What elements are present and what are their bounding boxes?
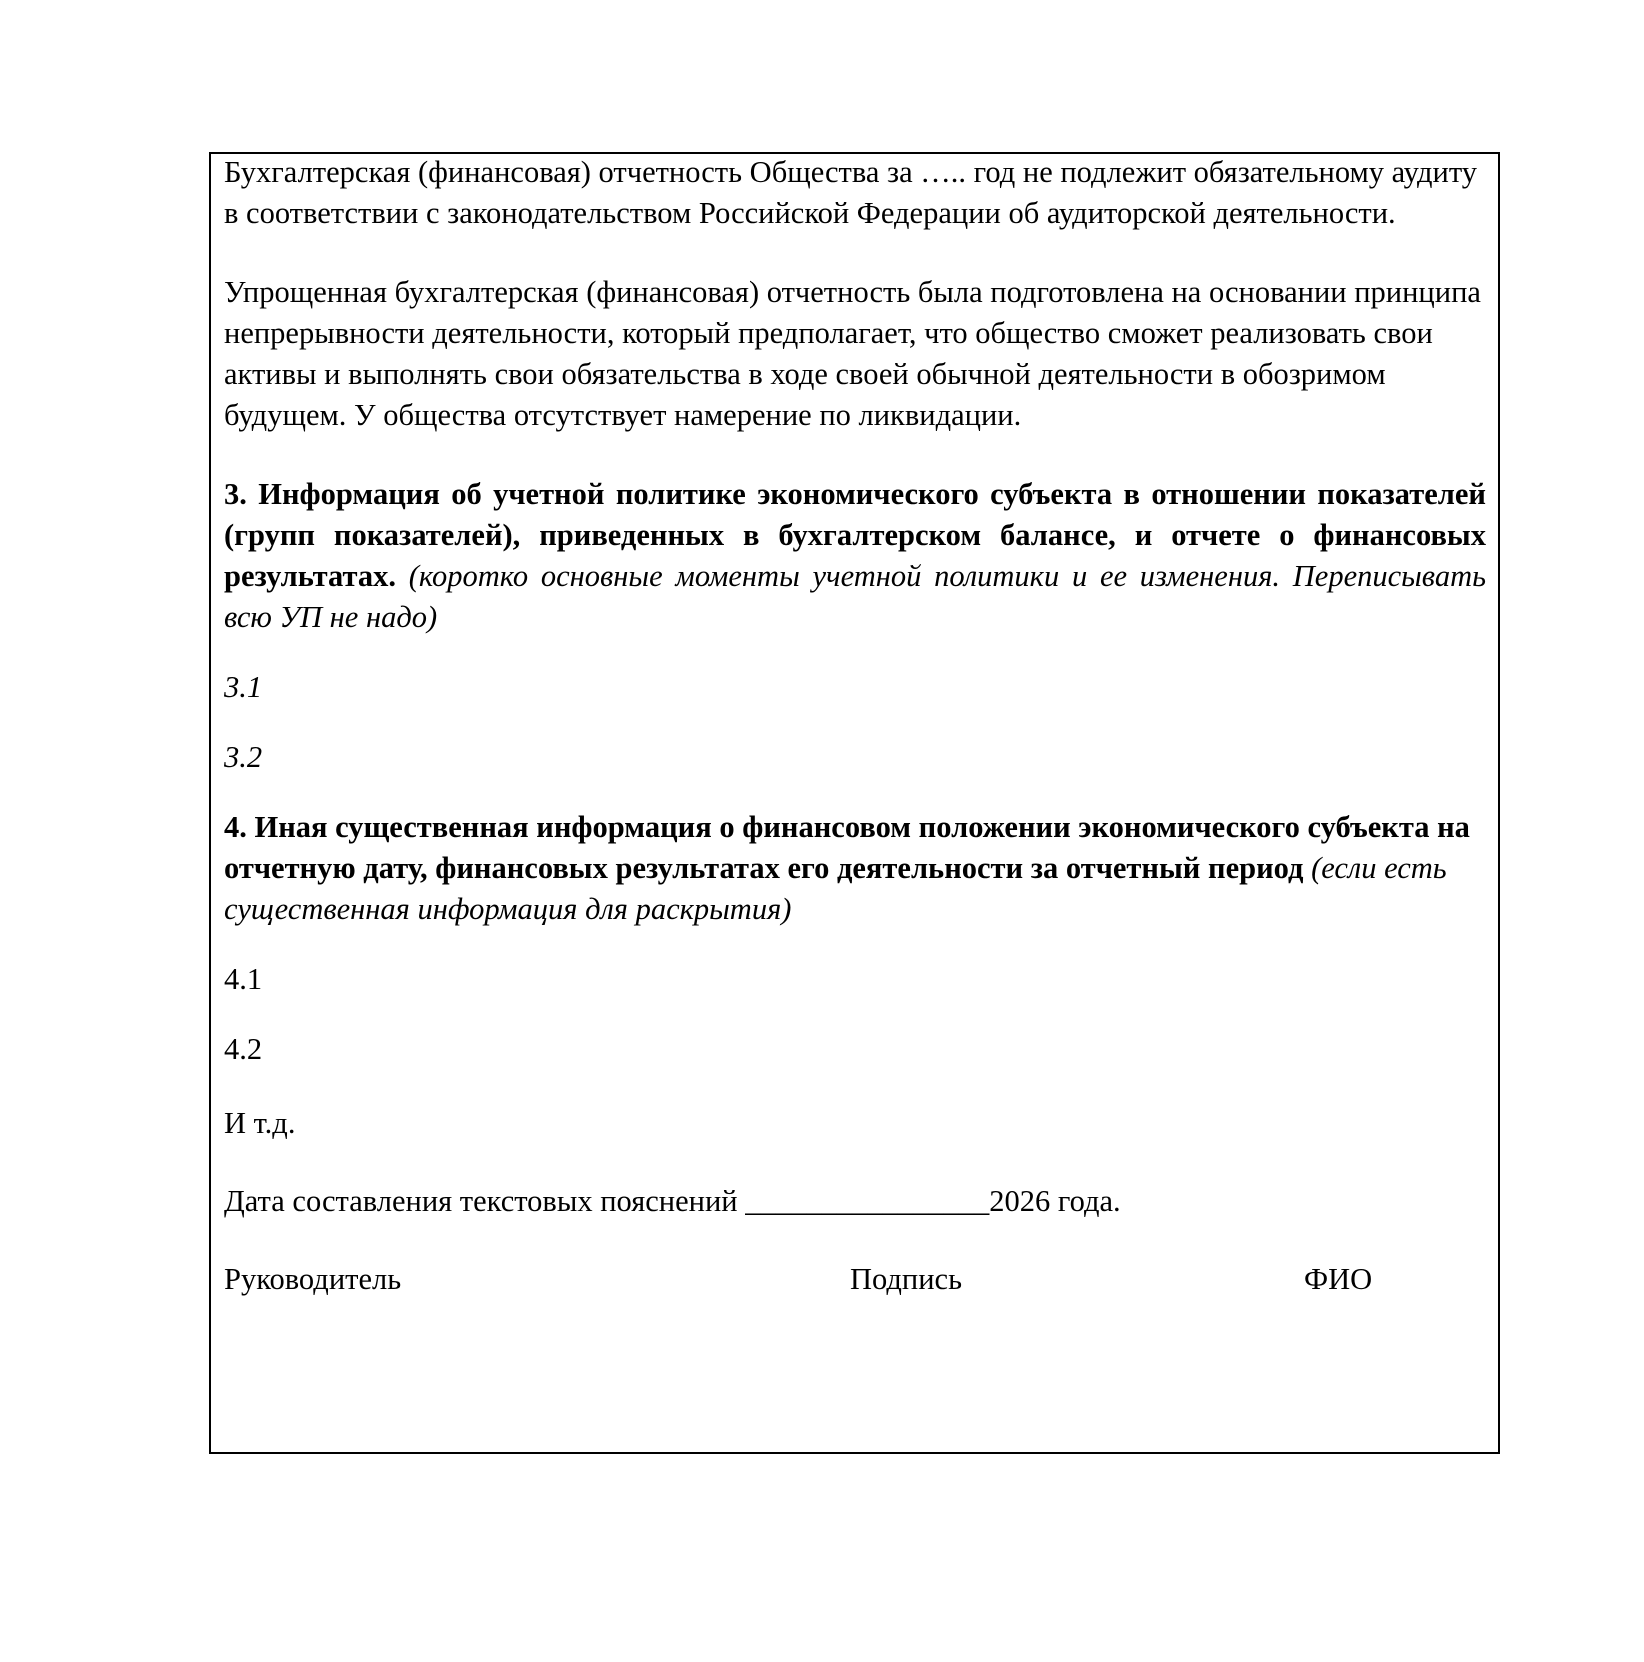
section-3-item-2: 3.2: [224, 740, 263, 774]
going-concern-paragraph: Упрощенная бухгалтерская (финансовая) отчетность была подготовлена на основании принципа непрерывности деятельности, который предполагает, что общество сможет реализовать свои активы и выполнять свои обязательства в ходе своей обычной деятельности в обозримом будущем. У общества отсутствует намерение по ликвидации.: [224, 275, 1481, 432]
date-line: Дата составления текстовых пояснений ________________2026 года.: [224, 1184, 1121, 1218]
signature-sign: Подпись: [850, 1262, 963, 1296]
etc-text: И т.д.: [224, 1106, 296, 1140]
section-4-heading: 4. Иная существенная информация о финансовом положении экономического субъекта на отчетную дату, финансовых результатах его деятельности за отчетный период: [224, 810, 1470, 885]
section-4-item-1: 4.1: [224, 962, 263, 996]
audit-exemption-paragraph: Бухгалтерская (финансовая) отчетность Общества за ….. год не подлежит обязательному аудиту в соответствии с законодательством Российской Федерации об аудиторской деятельности.: [224, 155, 1478, 230]
section-3-block: [224, 474, 1486, 638]
section-3-note: (коротко основные моменты учетной политики и ее изменения. Переписывать всю УП не надо): [224, 559, 1486, 634]
signature-role: Руководитель: [224, 1262, 402, 1296]
section-3-item-1: 3.1: [224, 670, 263, 704]
signature-row: [224, 1259, 1486, 1300]
section-4-note: (если есть существенная информация для раскрытия): [224, 851, 1447, 926]
section-3-heading: 3. Информация об учетной политике экономического субъекта в отношении показателей (групп показателей), приведенных в бухгалтерском балансе, и отчете о финансовых результатах.: [224, 477, 1486, 593]
signature-name: ФИО: [1304, 1262, 1373, 1296]
section-4-item-2: 4.2: [224, 1032, 263, 1066]
section-4-block: [224, 807, 1486, 930]
document-body: [224, 152, 1486, 1300]
